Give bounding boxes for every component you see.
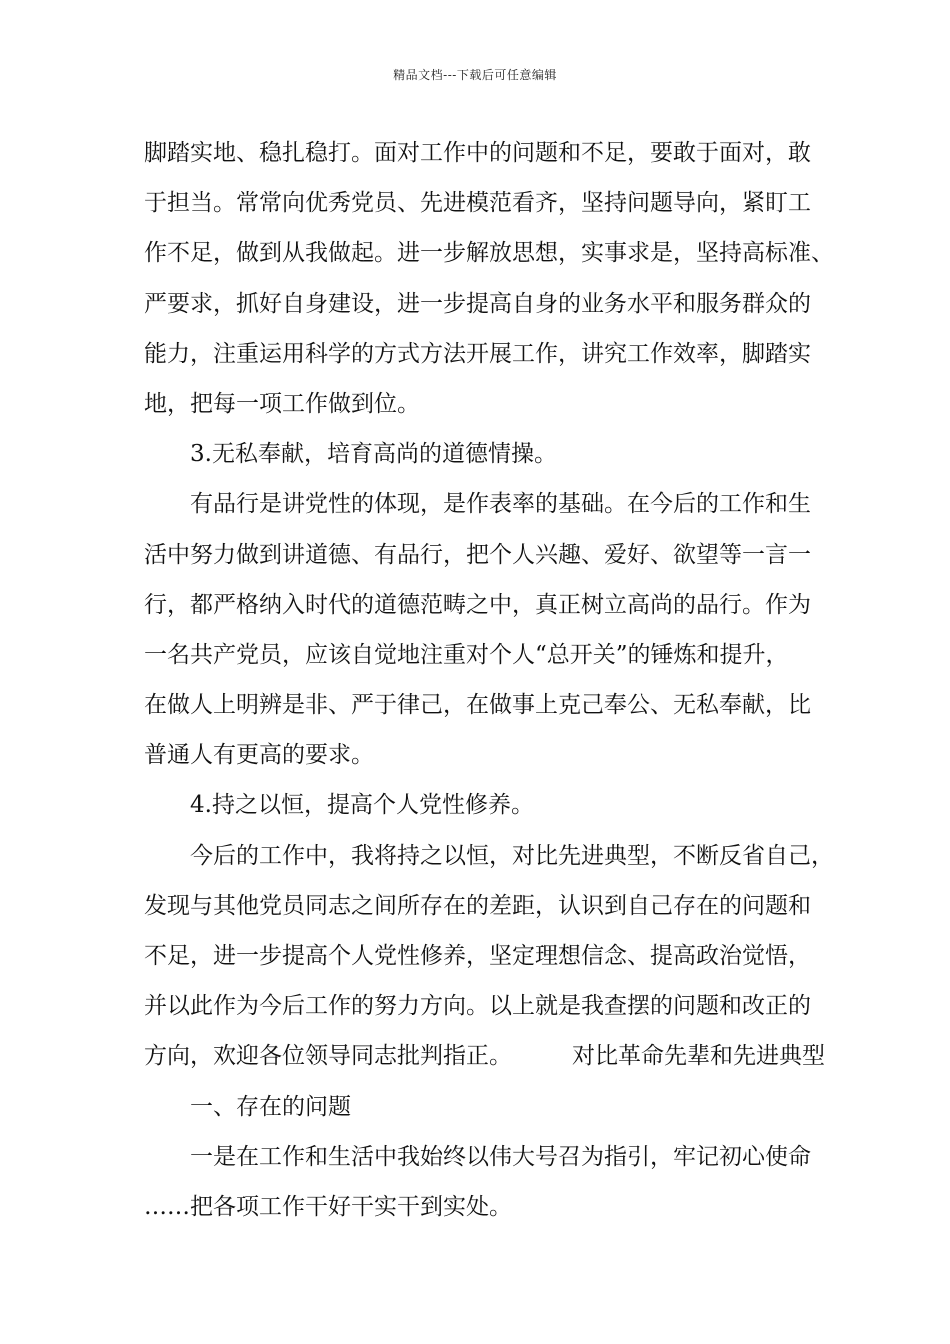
document-title: 对比革命先辈和先进典型 <box>572 1043 825 1070</box>
text-line: 作不足，做到从我做起。进一步解放思想，实事求是，坚持高标准、 <box>144 240 834 267</box>
text-line: ……把各项工作干好干实干到实处。 <box>144 1193 512 1220</box>
section-heading: 一、存在的问题 <box>190 1093 351 1120</box>
text-line: 能力，注重运用科学的方式方法开展工作，讲究工作效率，脚踏实 <box>144 340 811 367</box>
text-line: 脚踏实地、稳扎稳打。面对工作中的问题和不足，要敢于面对，敢 <box>144 140 811 166</box>
document-body <box>144 128 834 1232</box>
text-line: 在做人上明辨是非、严于律己，在做事上克己奉公、无私奉献，比 <box>144 692 811 719</box>
page-header: 精品文档---下载后可任意编辑 <box>393 68 557 82</box>
text-line: 普通人有更高的要求。 <box>144 742 374 769</box>
text-line: 活中努力做到讲道德、有品行，把个人兴趣、爱好、欲望等一言一 <box>144 541 811 568</box>
section-heading: 3.无私奉献，培育高尚的道德情操。 <box>190 441 557 468</box>
section-heading: 4.持之以恒，提高个人党性修养。 <box>190 792 534 819</box>
text-line: 于担当。常常向优秀党员、先进模范看齐，坚持问题导向，紧盯工 <box>144 190 811 217</box>
text-line: 今后的工作中，我将持之以恒，对比先进典型，不断反省自己， <box>190 842 834 869</box>
text-line: 有品行是讲党性的体现，是作表率的基础。在今后的工作和生 <box>190 491 811 518</box>
text-line: 地，把每一项工作做到位。 <box>144 390 420 417</box>
text-line: 不足，进一步提高个人党性修养，坚定理想信念、提高政治觉悟， <box>144 943 811 969</box>
text-line: 发现与其他党员同志之间所存在的差距，认识到自己存在的问题和 <box>144 892 811 919</box>
text-line: 一名共产党员，应该自觉地注重对个人“总开关”的锤炼和提升， <box>144 641 789 668</box>
text-line: 行，都严格纳入时代的道德范畴之中，真正树立高尚的品行。作为 <box>144 591 811 618</box>
text-line: 一是在工作和生活中我始终以伟大号召为指引，牢记初心使命 <box>190 1143 811 1170</box>
text-line: 严要求，抓好自身建设，进一步提高自身的业务水平和服务群众的 <box>144 290 811 317</box>
text-line: 并以此作为今后工作的努力方向。以上就是我查摆的问题和改正的 <box>144 993 811 1020</box>
text-line: 方向，欢迎各位领导同志批判指正。 <box>144 1043 512 1070</box>
text-line-with-title <box>144 1031 834 1081</box>
